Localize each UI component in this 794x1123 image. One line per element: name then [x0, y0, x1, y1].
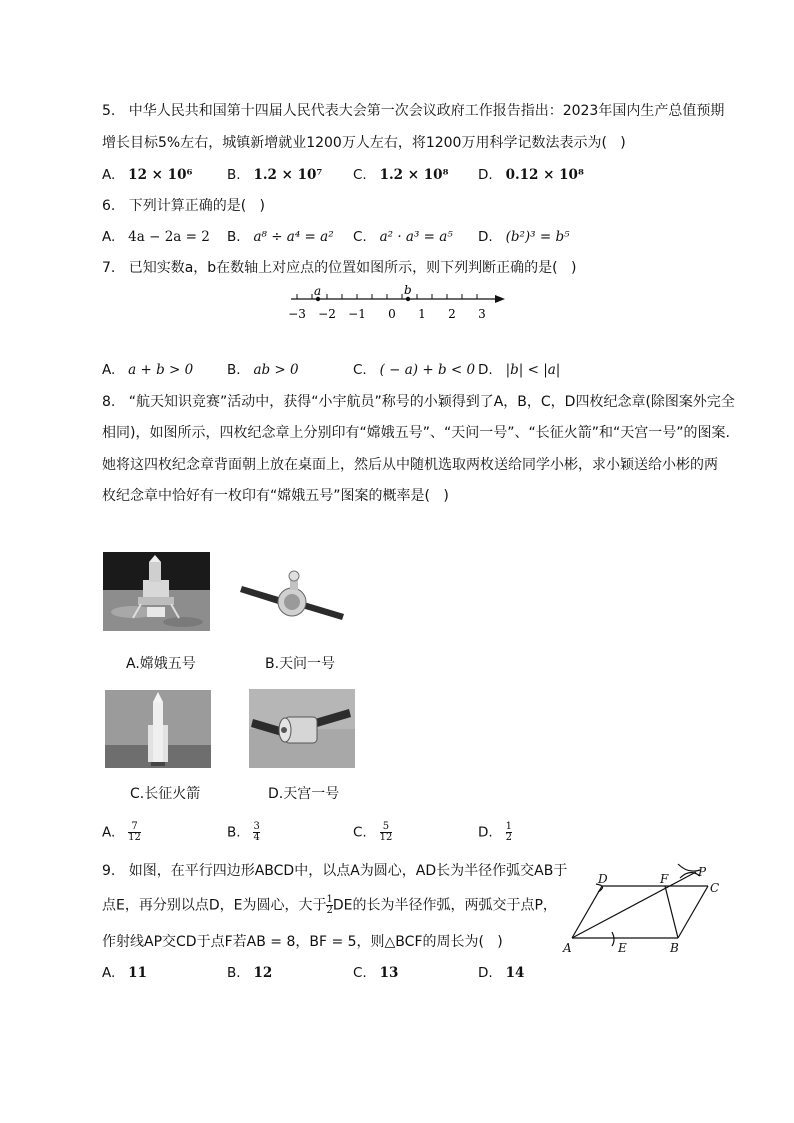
- tianwen1-image: [240, 568, 346, 628]
- q9-option-b: B. 12: [227, 965, 273, 981]
- q9-line1: 9. 如图，在平行四边形ABCD中，以点A为圆心，AD长为半径作弧交AB于: [102, 863, 568, 879]
- caption-a: A.嫦娥五号: [126, 656, 196, 672]
- parallelogram-figure: [560, 862, 730, 957]
- long-march-image: [105, 690, 211, 768]
- change5-image: [103, 552, 210, 631]
- q9-option-a: A. 11: [102, 965, 147, 981]
- q9-line2: [102, 895, 557, 916]
- tick-label-3: 3: [478, 307, 486, 321]
- q7-option-b: B. ab > 0: [227, 362, 299, 378]
- q9-option-c: C. 13: [353, 965, 399, 981]
- tiangong1-image: [249, 689, 355, 768]
- q8-line2: 相同)，如图所示，四枚纪念章上分别印有“嫦娥五号”、“天问一号”、“长征火箭”和“天宫一号”的图案.: [102, 425, 730, 441]
- q5-line1: 5. 中华人民共和国第十四届人民代表大会第一次会议政府工作报告指出：2023年国内生产总值预期: [102, 103, 725, 119]
- tick-label-2: 2: [448, 307, 456, 321]
- q6-option-b: B. a⁸ ÷ a⁴ = a²: [227, 229, 334, 245]
- q8-option-a: A. $\frac{7}{12}$: [102, 821, 141, 843]
- q7-option-a: A. a + b > 0: [102, 362, 194, 378]
- caption-d: D.天宫一号: [268, 786, 340, 802]
- point-b-dot: [406, 297, 410, 301]
- fig-label-c: C: [710, 881, 720, 895]
- number-line-arrow: [495, 295, 505, 303]
- q8-line1: 8. “航天知识竞赛”活动中，获得“小宇航员”称号的小颖得到了A，B，C，D四枚纪念章(除图案外完全: [102, 394, 735, 410]
- q6-option-a: A. 4a − 2a = 2: [102, 229, 210, 245]
- q5-option-a: A. 12 × 10⁶: [102, 167, 193, 183]
- q8-option-c: C. $\frac{5}{12}$: [353, 821, 393, 843]
- q9-line2-part2: DE的长为半径作弧，两弧交于点P，: [332, 897, 557, 914]
- q9-half-fraction: $\frac{1}{2}$: [326, 894, 333, 916]
- q5-option-b: B. 1.2 × 10⁷: [227, 167, 323, 183]
- q9-line2-part1: 点E，再分别以点D，E为圆心，大于: [102, 897, 327, 914]
- fig-label-p: P: [698, 865, 707, 879]
- q5-line2: 增长目标5%左右，城镇新增就业1200万人左右，将1200万用科学记数法表示为( ): [102, 135, 626, 151]
- point-b-label: b: [404, 285, 412, 297]
- q8-option-d: D. $\frac{1}{2}$: [478, 821, 512, 843]
- fig-label-b: B: [670, 941, 679, 955]
- number-line-ticks: [297, 294, 477, 299]
- q6-line1: 6. 下列计算正确的是( ): [102, 198, 265, 214]
- caption-c: C.长征火箭: [130, 786, 201, 802]
- q9-option-d: D. 14: [478, 965, 525, 981]
- q8-line3: 她将这四枚纪念章背面朝上放在桌面上，然后从中随机选取两枚送给同学小彬，求小颖送给小彬的两: [102, 457, 718, 473]
- q7-option-d: D. |b| < |a|: [478, 362, 561, 378]
- q9-line3: 作射线AP交CD于点F若AB = 8，BF = 5，则△BCF的周长为( ): [102, 934, 503, 950]
- fig-label-f: F: [660, 872, 669, 886]
- number-line: [285, 285, 510, 325]
- q8-option-b: B. $\frac{3}{4}$: [227, 821, 260, 843]
- point-a-label: a: [314, 285, 322, 298]
- q6-option-d: D. (b²)³ = b⁵: [478, 229, 570, 245]
- tick-label-0: 0: [388, 307, 396, 321]
- tick-label-neg2: −2: [318, 307, 336, 321]
- fig-label-e: E: [618, 941, 627, 955]
- q8-line4: 枚纪念章中恰好有一枚印有“嫦娥五号”图案的概率是( ): [102, 488, 449, 504]
- q6-option-c: C. a² · a³ = a⁵: [353, 229, 453, 245]
- q5-option-c: C. 1.2 × 10⁸: [353, 167, 449, 183]
- caption-b: B.天问一号: [265, 656, 336, 672]
- tick-label-neg1: −1: [348, 307, 366, 321]
- fig-label-a: A: [563, 941, 572, 955]
- tick-label-1: 1: [418, 307, 426, 321]
- q5-option-d: D. 0.12 × 10⁸: [478, 167, 584, 183]
- q7-line1: 7. 已知实数a，b在数轴上对应点的位置如图所示，则下列判断正确的是( ): [102, 260, 577, 276]
- tick-label-neg3: −3: [288, 307, 306, 321]
- fig-label-d: D: [598, 872, 608, 886]
- q7-option-c: C. ( − a) + b < 0: [353, 362, 476, 378]
